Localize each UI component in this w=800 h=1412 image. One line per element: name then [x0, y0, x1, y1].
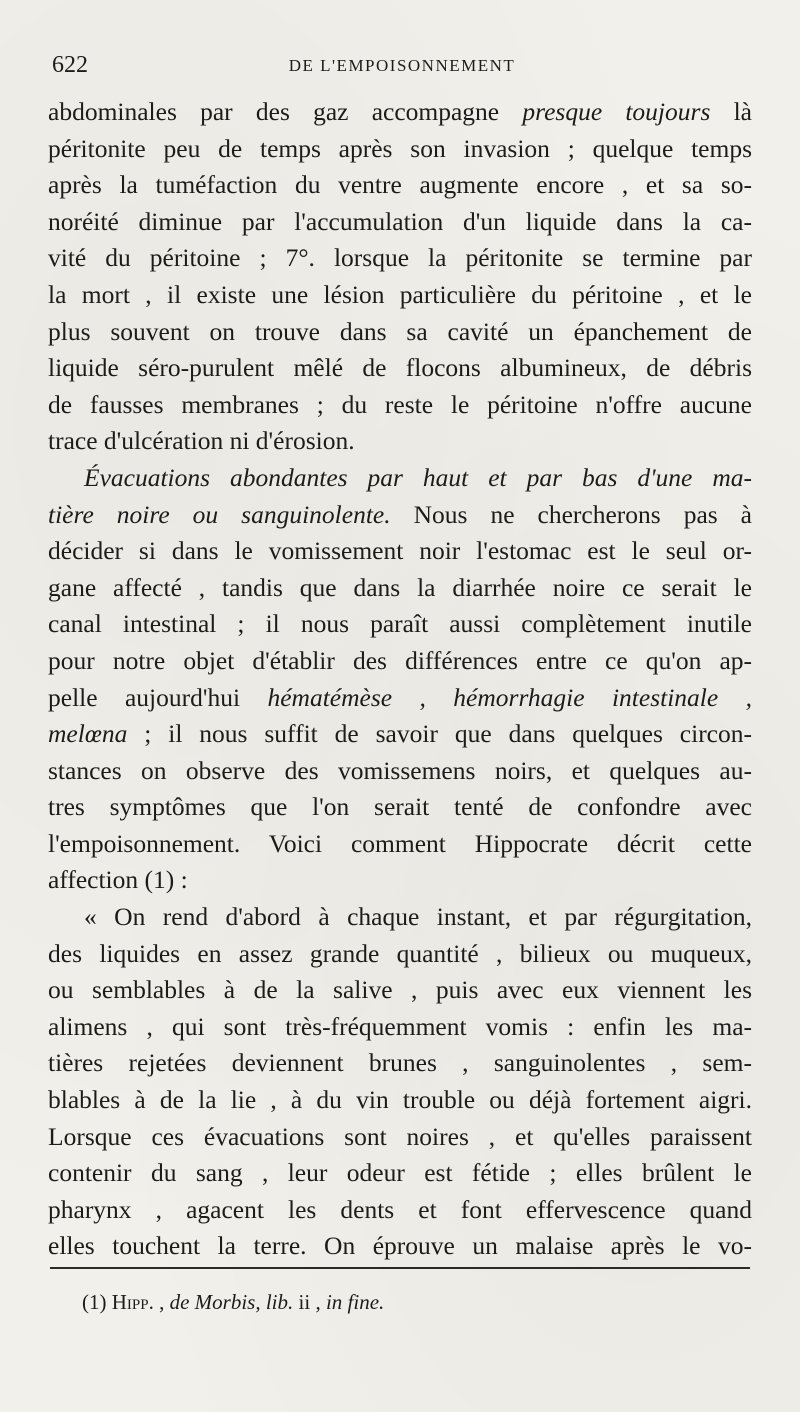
text-line	[48, 1228, 752, 1265]
text-segment: décider si dans le vomissement noir l'estomac est le seul or-	[48, 536, 752, 566]
text-segment: pelle aujourd'hui	[48, 682, 268, 712]
text-segment: pour notre objet d'établir des différences entre ce qu'on ap-	[48, 645, 752, 675]
text-segment: l'empoisonnement. Voici comment Hippocrate décrit cette	[48, 828, 752, 858]
text-segment: canal intestinal ; il nous paraît aussi complètement inutile	[48, 609, 752, 639]
footnote-marker: (1)	[82, 1290, 107, 1314]
text-line	[48, 716, 752, 753]
italic-text: melœna	[48, 719, 128, 749]
text-segment: de fausses membranes ; du reste le péritoine n'offre aucune	[48, 389, 752, 419]
text-line	[48, 277, 752, 314]
text-line	[48, 1082, 752, 1119]
text-line	[48, 314, 752, 351]
text-line	[48, 753, 752, 790]
text-segment: Nous ne chercherons pas à	[390, 499, 752, 529]
text-line	[48, 1009, 752, 1046]
text-line	[48, 862, 752, 899]
running-head: DE L'EMPOISONNEMENT	[288, 56, 516, 75]
italic-text: Évacuations abondantes par haut et par bas d'une ma-	[84, 462, 752, 492]
text-segment: des liquides en assez grande quantité , bilieux ou muqueux,	[48, 938, 752, 968]
text-line	[48, 497, 752, 534]
text-segment: plus souvent on trouve dans sa cavité un épanchement de	[48, 316, 752, 346]
text-segment: blables à de la lie , à du vin trouble ou déjà fortement aigri.	[48, 1085, 752, 1115]
text-line	[48, 899, 752, 936]
text-segment: abdominales par des gaz accompagne	[48, 97, 523, 126]
text-segment: tres symptômes que l'on serait tenté de confondre avec	[48, 792, 752, 822]
text-segment: péritonite peu de temps après son invasion ; quelque temps	[48, 133, 752, 163]
text-line	[48, 606, 752, 643]
text-line	[48, 972, 752, 1009]
text-segment: alimens , qui sont très-fréquemment vomis : enfin les ma-	[48, 1011, 752, 1041]
text-segment: là	[710, 97, 752, 126]
footnote-author: Hipp.	[111, 1290, 154, 1314]
text-line	[48, 94, 752, 131]
text-line	[48, 1045, 752, 1082]
footnote-work: de Morbis, lib.	[169, 1290, 294, 1314]
text-segment: trace d'ulcération ni d'érosion.	[48, 426, 355, 456]
text-line	[48, 423, 752, 460]
text-segment: « On rend d'abord à chaque instant, et par régurgitation,	[84, 902, 752, 932]
text-line	[48, 826, 752, 863]
footnote-separator: ,	[153, 1290, 170, 1314]
text-line	[48, 387, 752, 424]
text-segment: ou semblables à de la salive , puis avec eux viennent les	[48, 975, 752, 1005]
text-line	[48, 789, 752, 826]
text-segment: contenir du sang , leur odeur est fétide ; elles brûlent le	[48, 1158, 752, 1188]
text-line	[48, 680, 752, 717]
text-line	[48, 936, 752, 973]
italic-text: presque toujours	[522, 97, 711, 126]
text-line	[48, 643, 752, 680]
text-segment: gane affecté , tandis que dans la diarrhée noire ce serait le	[48, 572, 752, 602]
text-segment: elles touchent la terre. On éprouve un malaise après le vo-	[48, 1231, 752, 1261]
text-line	[48, 460, 752, 497]
page-header	[52, 52, 752, 82]
text-line	[48, 240, 752, 277]
italic-text: hématémèse , hémorrhagie intestinale ,	[267, 682, 752, 712]
text-line	[48, 1192, 752, 1229]
text-segment: après la tuméfaction du ventre augmente encore , et sa so-	[48, 170, 752, 200]
footnote-end: in fine.	[325, 1290, 385, 1314]
text-segment: stances on observe des vomissemens noirs, et quelques au-	[48, 755, 752, 785]
text-line	[48, 1119, 752, 1156]
text-line	[48, 350, 752, 387]
text-line	[48, 1155, 752, 1192]
footnote-rule	[50, 1267, 750, 1269]
text-line	[48, 570, 752, 607]
footnote	[82, 1290, 384, 1315]
body-text	[48, 94, 752, 1265]
text-line	[48, 167, 752, 204]
italic-text: tière noire ou sanguinolente.	[48, 499, 391, 529]
page-number: 622	[52, 52, 88, 78]
text-segment: pharynx , agacent les dents et font effervescence quand	[48, 1194, 752, 1224]
text-segment: Lorsque ces évacuations sont noires , et qu'elles paraissent	[48, 1121, 752, 1151]
text-line	[48, 131, 752, 168]
text-line	[48, 204, 752, 241]
text-segment: affection (1) :	[48, 865, 188, 895]
text-segment: vité du péritoine ; 7°. lorsque la péritonite se termine par	[48, 243, 752, 273]
text-segment: tières rejetées deviennent brunes , sanguinolentes , sem-	[48, 1048, 752, 1078]
text-segment: noréité diminue par l'accumulation d'un liquide dans la ca-	[48, 206, 752, 236]
text-segment: la mort , il existe une lésion particulière du péritoine , et le	[48, 279, 752, 309]
text-line	[48, 533, 752, 570]
footnote-book: ii ,	[293, 1290, 326, 1314]
text-segment: ; il nous suffit de savoir que dans quelques circon-	[127, 719, 752, 749]
text-segment: liquide séro-purulent mêlé de flocons albumineux, de débris	[48, 353, 752, 383]
